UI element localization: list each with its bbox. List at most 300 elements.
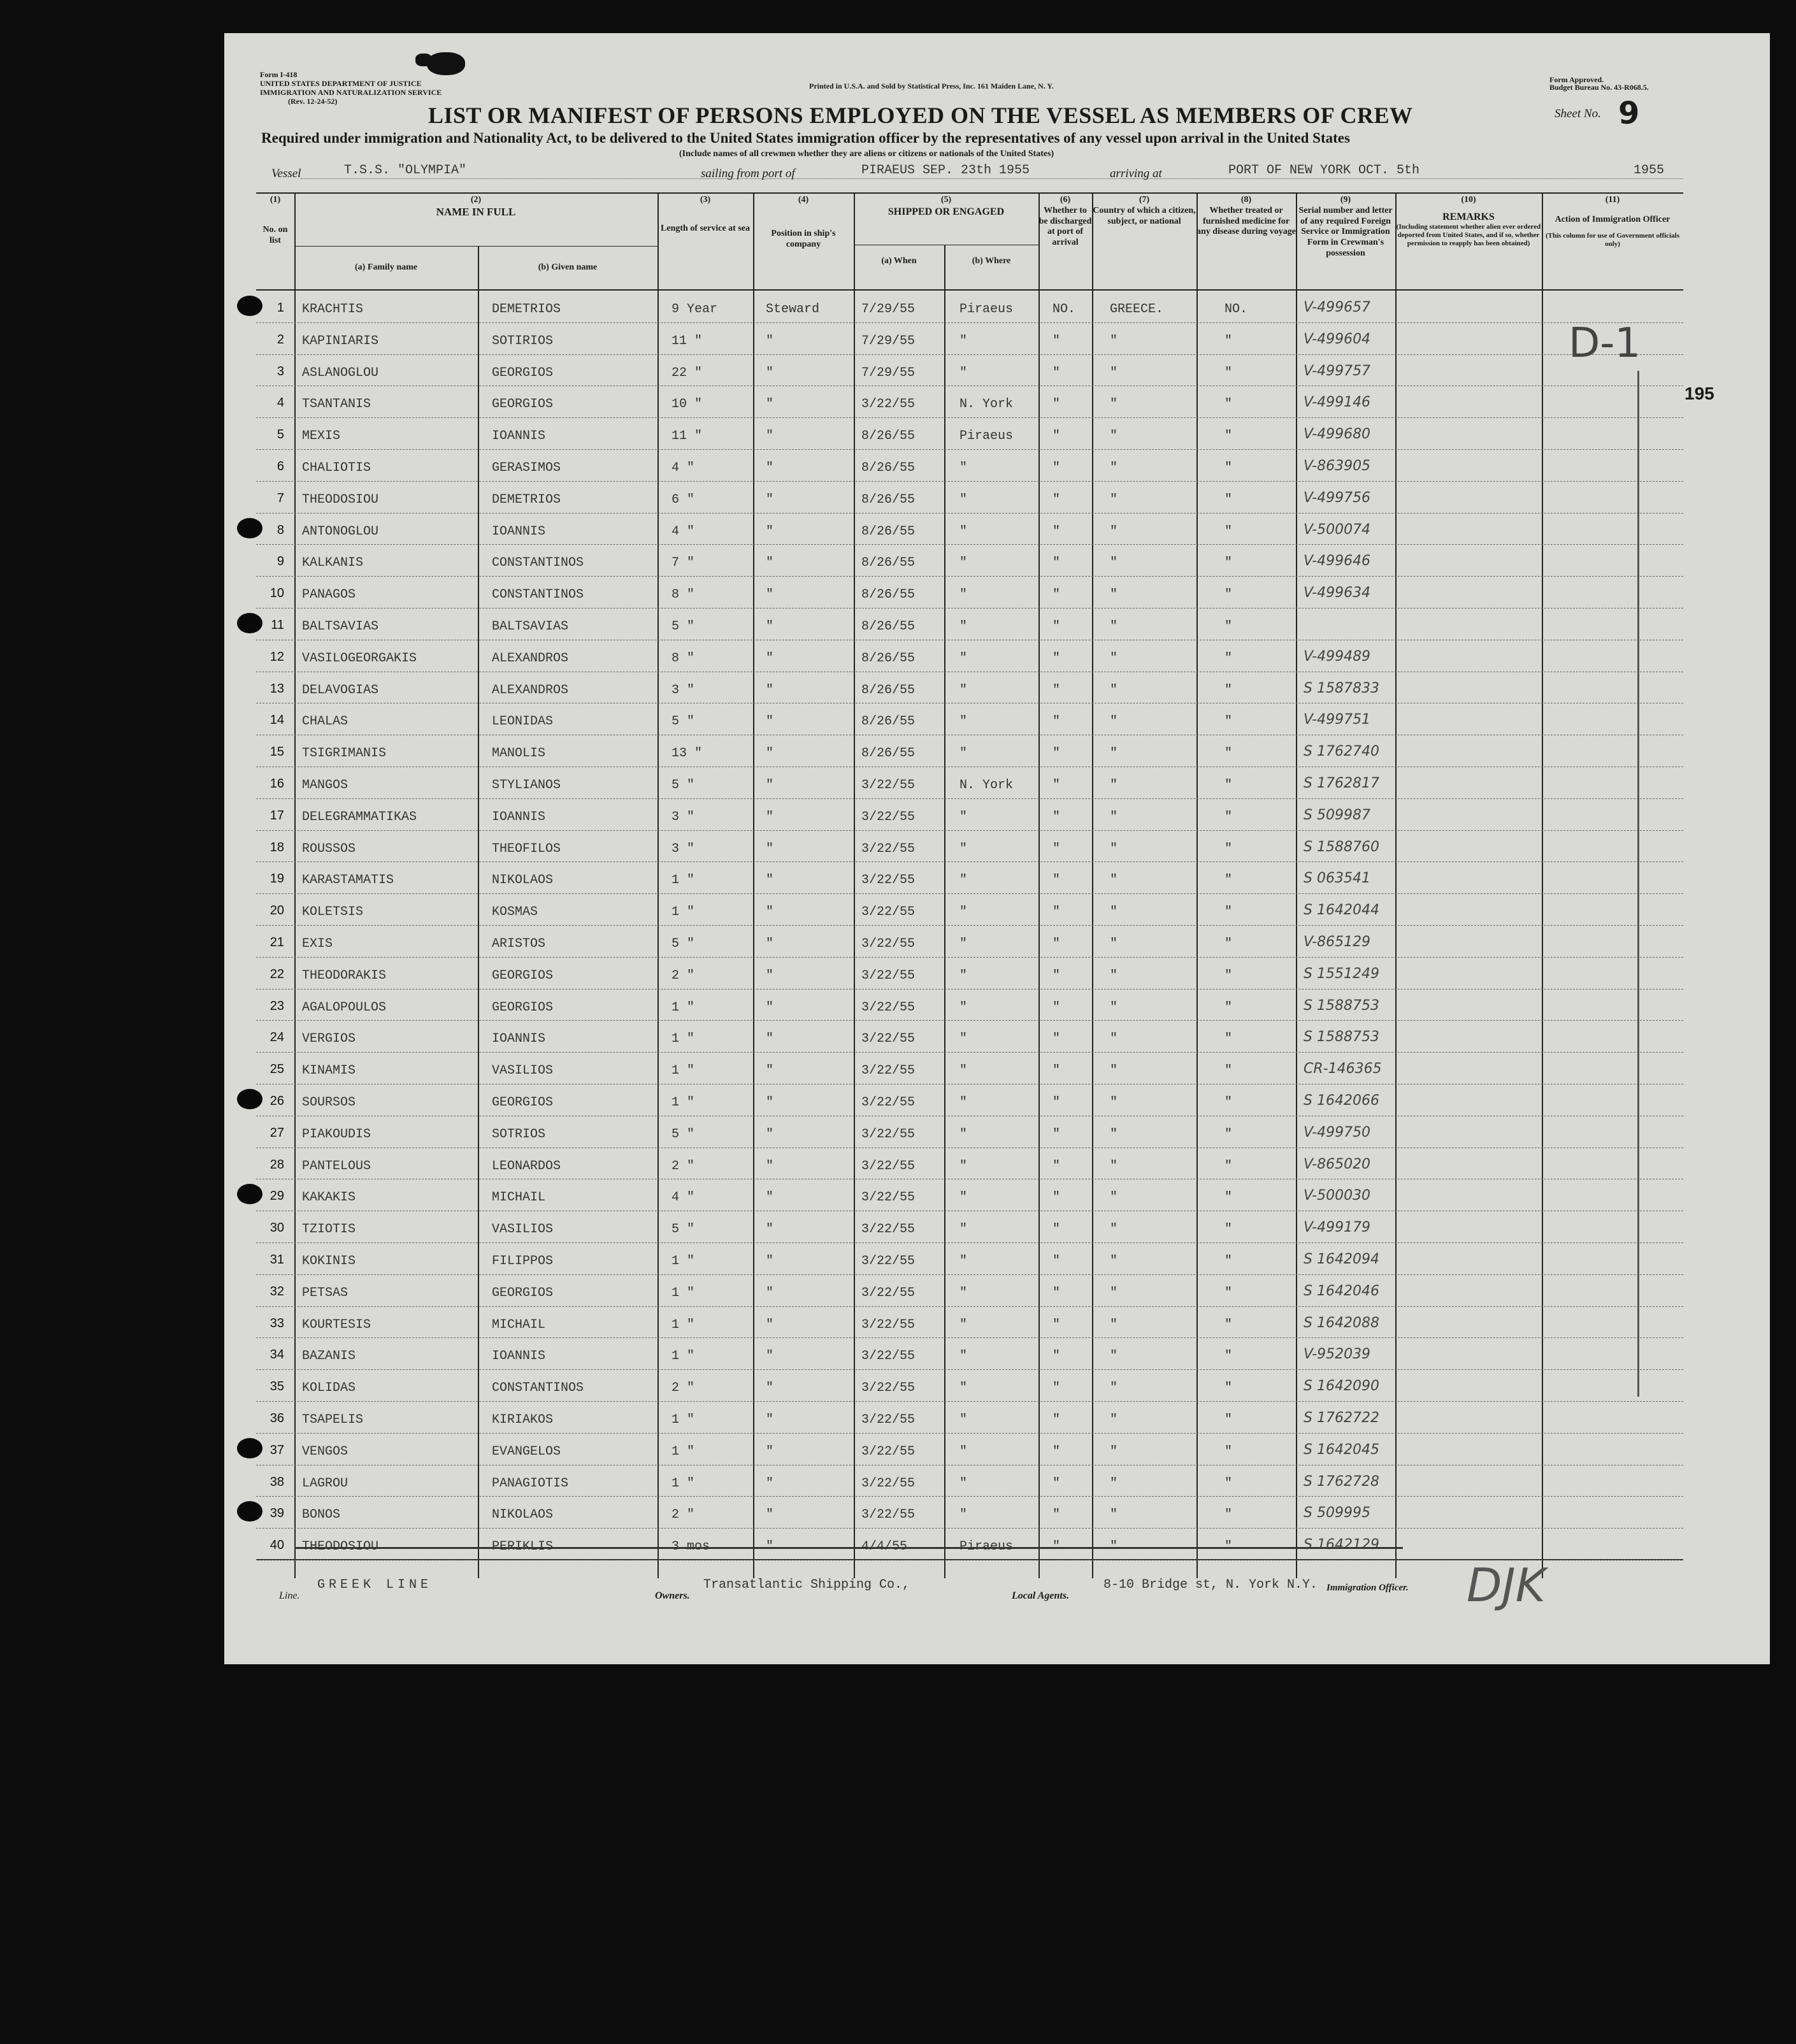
cell-where: " [959, 1413, 968, 1427]
cell-position: " [766, 492, 774, 507]
cell-discharged: " [1052, 1413, 1061, 1427]
cell-where: " [959, 1317, 968, 1332]
cell-service: 5 " [672, 1126, 695, 1142]
cell-family: KINAMIS [302, 1063, 356, 1079]
row-number: 23 [269, 998, 284, 1013]
cell-discharged: " [1052, 1063, 1061, 1079]
cell-position: " [766, 461, 774, 475]
cell-given: DEMETRIOS [492, 302, 561, 317]
cell-service: 5 " [672, 619, 695, 634]
cell-serial: S 1551249 [1304, 965, 1379, 982]
cell-where: " [959, 365, 968, 380]
cell-service: 4 " [672, 461, 695, 475]
cell-when: 7/29/55 [861, 333, 916, 349]
cell-family: BALTSAVIAS [302, 619, 379, 634]
cell-where: " [959, 905, 968, 920]
cell-when: 4/4/55 [861, 1539, 908, 1555]
cell-given: STYLIANOS [492, 778, 561, 793]
cell-given: PERIKLIS [492, 1539, 554, 1555]
cell-family: PANTELOUS [302, 1158, 371, 1174]
cell-country: " [1110, 1508, 1118, 1523]
owners-label: Owners. [655, 1590, 690, 1601]
cell-given: ALEXANDROS [492, 651, 569, 666]
cell-discharged: " [1052, 1539, 1061, 1555]
cell-country: " [1110, 746, 1118, 761]
cell-when: 3/22/55 [861, 1063, 916, 1079]
row-number: 39 [269, 1506, 284, 1521]
cell-treated: " [1225, 333, 1233, 349]
cell-country: " [1110, 492, 1118, 507]
cell-discharged: " [1052, 1508, 1061, 1523]
row-rule [256, 481, 1683, 482]
cell-treated: " [1225, 746, 1233, 761]
cell-service: 2 " [672, 968, 695, 983]
cell-position: " [766, 619, 774, 634]
row-number: 2 [277, 332, 284, 347]
cell-position: Steward [766, 302, 820, 317]
form-revision: (Rev. 12-24-52) [288, 97, 338, 106]
cell-country: " [1110, 365, 1118, 380]
cell-when: 3/22/55 [861, 841, 916, 856]
cell-when: 8/26/55 [861, 429, 916, 444]
cell-family: DELEGRAMMATIKAS [302, 809, 417, 824]
row-number: 15 [269, 745, 284, 759]
cell-family: THEODOSIOU [302, 1539, 379, 1555]
col-service-header [657, 195, 753, 234]
cell-family: BAZANIS [302, 1349, 356, 1364]
col-when-header: (a) When [881, 256, 917, 266]
row-rule [256, 830, 1683, 831]
cell-treated: " [1225, 397, 1233, 412]
cell-discharged: " [1052, 619, 1061, 634]
cell-given: VASILIOS [492, 1063, 554, 1079]
cell-given: GEORGIOS [492, 1285, 554, 1300]
cell-position: " [766, 524, 774, 539]
col-shipped-number: (5) [940, 195, 952, 205]
cell-serial: V-499146 [1304, 394, 1371, 411]
col-where-header: (b) Where [972, 256, 1011, 266]
cell-serial: V-499757 [1304, 363, 1371, 379]
col-shipped-text: SHIPPED OR ENGAGED [887, 206, 1005, 217]
cell-when: 3/22/55 [861, 873, 916, 888]
col-country-number: (7) [1139, 195, 1150, 205]
cell-when: 3/22/55 [861, 1032, 916, 1047]
cell-discharged: " [1052, 1444, 1061, 1459]
cell-family: LAGROU [302, 1476, 348, 1491]
row-number: 11 [271, 618, 284, 632]
cell-serial: S 1762740 [1304, 744, 1379, 760]
cell-when: 3/22/55 [861, 1158, 916, 1174]
cell-service: 1 " [672, 1476, 695, 1491]
col-action-header [1542, 195, 1683, 248]
cell-when: 3/22/55 [861, 1285, 916, 1300]
cell-service: 2 " [672, 1508, 695, 1523]
cell-where: " [959, 1190, 968, 1206]
cell-where: " [959, 1063, 968, 1079]
cell-discharged: " [1052, 1095, 1061, 1110]
row-number: 34 [269, 1348, 284, 1362]
cell-given: IOANNIS [492, 809, 546, 824]
cell-discharged: " [1052, 1000, 1061, 1015]
cell-family: KARASTAMATIS [302, 873, 394, 888]
ink-blot [237, 1089, 262, 1109]
cell-position: " [766, 556, 774, 571]
cell-discharged: " [1052, 524, 1061, 539]
cell-where: " [959, 841, 968, 856]
manifest-sheet [224, 33, 1770, 1664]
cell-when: 8/26/55 [861, 587, 916, 603]
cell-service: 8 " [672, 587, 695, 603]
cell-where: Piraeus [959, 302, 1014, 317]
cell-position: " [766, 1063, 774, 1079]
cell-given: DEMETRIOS [492, 492, 561, 507]
col-remarks-text: REMARKS [1442, 211, 1495, 222]
row-number: 8 [277, 522, 284, 537]
cell-given: NIKOLAOS [492, 873, 554, 888]
cell-country: " [1110, 714, 1118, 730]
col-name-header [294, 195, 657, 219]
cell-position: " [766, 1413, 774, 1427]
cell-service: 1 " [672, 1349, 695, 1364]
row-rule [256, 544, 1683, 545]
cell-discharged: " [1052, 809, 1061, 824]
cell-where: Piraeus [959, 1539, 1014, 1555]
cell-country: " [1110, 1063, 1118, 1079]
cell-service: 3 mos [672, 1539, 710, 1555]
row-rule [256, 1306, 1683, 1307]
cell-treated: " [1225, 556, 1233, 571]
row-rule [256, 1052, 1683, 1053]
cell-country: " [1110, 1444, 1118, 1459]
row-rule [256, 576, 1683, 577]
cell-discharged: " [1052, 1222, 1061, 1237]
cell-position: " [766, 651, 774, 666]
cell-where: N. York [959, 778, 1014, 793]
strike-through-line [294, 1547, 1403, 1549]
row-number: 19 [269, 872, 284, 886]
cell-treated: " [1225, 937, 1233, 951]
cell-serial: S 1642129 [1304, 1537, 1379, 1553]
cell-service: 8 " [672, 651, 695, 666]
cell-when: 8/26/55 [861, 461, 916, 475]
cell-where: " [959, 1126, 968, 1142]
cell-service: 1 " [672, 1254, 695, 1269]
cell-when: 8/26/55 [861, 651, 916, 666]
sheet-label: Sheet No. [1555, 107, 1601, 120]
cell-given: THEOFILOS [492, 841, 561, 856]
row-rule [256, 385, 1683, 386]
cell-country: GREECE. [1110, 302, 1164, 317]
cell-service: 2 " [672, 1381, 695, 1396]
cell-discharged: " [1052, 778, 1061, 793]
cell-family: TSIGRIMANIS [302, 746, 387, 761]
col-service-number: (3) [700, 195, 711, 205]
cell-treated: " [1225, 1444, 1233, 1459]
manifest-subtitle: Required under immigration and Nationality Act, to be delivered to the United States immigration officer by the representatives of any vessel upon arrival in the United States [261, 130, 1350, 146]
col-action-number: (11) [1605, 195, 1620, 205]
row-number: 30 [269, 1221, 284, 1235]
cell-when: 3/22/55 [861, 1444, 916, 1459]
row-number: 38 [269, 1474, 284, 1489]
cell-family: PANAGOS [302, 587, 356, 603]
cell-family: TZIOTIS [302, 1222, 356, 1237]
cell-where: " [959, 1000, 968, 1015]
row-rule [256, 766, 1683, 767]
cell-family: VENGOS [302, 1444, 348, 1459]
cell-position: " [766, 873, 774, 888]
cell-position: " [766, 968, 774, 983]
cell-when: 3/22/55 [861, 905, 916, 920]
cell-where: " [959, 809, 968, 824]
cell-where: " [959, 682, 968, 698]
cell-when: 8/26/55 [861, 524, 916, 539]
col-name-number: (2) [470, 195, 482, 205]
cell-given: KOSMAS [492, 905, 538, 920]
cell-family: PETSAS [302, 1285, 348, 1300]
agents-address: 8-10 Bridge st, N. York N.Y. [1103, 1578, 1318, 1592]
row-rule [256, 861, 1683, 862]
row-number: 31 [269, 1253, 284, 1267]
cell-discharged: " [1052, 461, 1061, 475]
cell-serial: V-499680 [1304, 426, 1371, 443]
col-remarks-number: (10) [1461, 195, 1476, 205]
cell-given: GEORGIOS [492, 365, 554, 380]
cell-when: 3/22/55 [861, 1317, 916, 1332]
cell-treated: " [1225, 524, 1233, 539]
cell-discharged: " [1052, 587, 1061, 603]
cell-service: 9 Year [672, 302, 718, 317]
col-discharged-text: Whether to be discharged at port of arrival [1038, 205, 1092, 248]
cell-service: 1 " [672, 1095, 695, 1110]
cell-discharged: " [1052, 1317, 1061, 1332]
budget-bureau: Budget Bureau No. 43-R068.5. [1549, 83, 1649, 92]
cell-where: " [959, 651, 968, 666]
cell-family: MANGOS [302, 778, 348, 793]
col-country-header [1092, 195, 1196, 227]
cell-given: GEORGIOS [492, 968, 554, 983]
cell-treated: " [1225, 1254, 1233, 1269]
cell-serial: V-500074 [1304, 521, 1371, 538]
cell-family: TSANTANIS [302, 397, 371, 412]
cell-service: 5 " [672, 937, 695, 951]
cell-country: " [1110, 905, 1118, 920]
cell-given: VASILIOS [492, 1222, 554, 1237]
cell-discharged: " [1052, 682, 1061, 698]
cell-when: 3/22/55 [861, 1190, 916, 1206]
cell-serial: V-863905 [1304, 458, 1371, 474]
cell-where: " [959, 746, 968, 761]
cell-position: " [766, 1000, 774, 1015]
cell-family: TSAPELIS [302, 1413, 364, 1427]
col-serial-number: (9) [1340, 195, 1351, 205]
manifest-title: LIST OR MANIFEST OF PERSONS EMPLOYED ON THE VESSEL AS MEMBERS OF CREW [428, 103, 1413, 128]
service-name: IMMIGRATION AND NATURALIZATION SERVICE [260, 88, 442, 97]
cell-service: 11 " [672, 333, 703, 349]
cell-when: 3/22/55 [861, 1095, 916, 1110]
cell-discharged: " [1052, 429, 1061, 444]
row-rule [256, 957, 1683, 958]
cell-serial: S 509987 [1304, 807, 1370, 823]
cell-when: 8/26/55 [861, 746, 916, 761]
agency-name: UNITED STATES DEPARTMENT OF JUSTICE [260, 79, 422, 88]
cell-position: " [766, 587, 774, 603]
cell-treated: " [1225, 1285, 1233, 1300]
cell-country: " [1110, 809, 1118, 824]
arrival-year: 1955 [1634, 163, 1665, 178]
ink-blot [237, 613, 262, 633]
cell-position: " [766, 778, 774, 793]
cell-service: 1 " [672, 1000, 695, 1015]
arriving-label: arriving at [1110, 167, 1162, 180]
cell-treated: " [1225, 1032, 1233, 1047]
col-discharged-header [1038, 195, 1092, 248]
row-number: 3 [277, 364, 284, 378]
cell-serial: S 1762817 [1304, 775, 1379, 791]
cell-country: " [1110, 429, 1118, 444]
cell-when: 3/22/55 [861, 1476, 916, 1491]
cell-treated: " [1225, 461, 1233, 475]
row-number: 13 [269, 681, 284, 696]
cell-where: " [959, 937, 968, 951]
row-rule [256, 1274, 1683, 1275]
cell-family: ROUSSOS [302, 841, 356, 856]
cell-discharged: " [1052, 714, 1061, 730]
cell-service: 1 " [672, 873, 695, 888]
cell-service: 7 " [672, 556, 695, 571]
cell-country: " [1110, 1158, 1118, 1174]
cell-given: CONSTANTINOS [492, 556, 584, 571]
cell-discharged: NO. [1052, 302, 1076, 317]
cell-country: " [1110, 968, 1118, 983]
cell-treated: " [1225, 1476, 1233, 1491]
cell-where: " [959, 1222, 968, 1237]
cell-treated: " [1225, 1158, 1233, 1174]
cell-family: KOKINIS [302, 1254, 356, 1269]
cell-discharged: " [1052, 968, 1061, 983]
row-number: 28 [269, 1157, 284, 1172]
cell-country: " [1110, 1349, 1118, 1364]
cell-serial: S 1642045 [1304, 1441, 1379, 1458]
cell-serial: V-499179 [1304, 1220, 1371, 1236]
cell-when: 8/26/55 [861, 682, 916, 698]
side-number: 195 [1685, 384, 1714, 403]
col-no-header [256, 195, 294, 246]
sailing-label: sailing from port of [701, 167, 795, 180]
cell-when: 7/29/55 [861, 365, 916, 380]
cell-position: " [766, 937, 774, 951]
cell-where: " [959, 1285, 968, 1300]
row-number: 20 [269, 903, 284, 918]
cell-when: 3/22/55 [861, 968, 916, 983]
cell-treated: " [1225, 1539, 1233, 1555]
form-number: Form I-418 [260, 70, 298, 79]
cell-position: " [766, 1349, 774, 1364]
sailing-port: PIRAEUS SEP. 23th 1955 [861, 163, 1030, 178]
cell-treated: " [1225, 1126, 1233, 1142]
cell-where: " [959, 333, 968, 349]
cell-country: " [1110, 1126, 1118, 1142]
cell-when: 3/22/55 [861, 1222, 916, 1237]
row-rule [256, 1433, 1683, 1434]
cell-serial: S 509995 [1304, 1505, 1370, 1522]
form-approved: Form Approved. [1549, 75, 1604, 84]
row-rule [256, 1337, 1683, 1338]
cell-serial: S 1762722 [1304, 1410, 1379, 1426]
cell-when: 3/22/55 [861, 937, 916, 951]
cell-given: CONSTANTINOS [492, 1381, 584, 1396]
cell-family: ASLANOGLOU [302, 365, 379, 380]
cell-treated: " [1225, 778, 1233, 793]
cell-discharged: " [1052, 937, 1061, 951]
col-family-header: (a) Family name [355, 263, 417, 272]
cell-discharged: " [1052, 1032, 1061, 1047]
cell-family: VASILOGEORGAKIS [302, 651, 417, 666]
cell-discharged: " [1052, 1349, 1061, 1364]
crew-table [256, 192, 1690, 1575]
vessel-line-rule [301, 178, 1683, 179]
cell-given: EVANGELOS [492, 1444, 561, 1459]
cell-where: " [959, 714, 968, 730]
cell-serial: S 1588753 [1304, 1029, 1379, 1046]
ink-blot [237, 296, 262, 316]
cell-given: FILIPPOS [492, 1254, 554, 1269]
cell-where: " [959, 524, 968, 539]
cell-country: " [1110, 1381, 1118, 1396]
cell-country: " [1110, 1190, 1118, 1206]
ink-blot [237, 1438, 262, 1458]
cell-family: KALKANIS [302, 556, 364, 571]
cell-treated: " [1225, 1349, 1233, 1364]
arriving-port: PORT OF NEW YORK OCT. 5th [1228, 163, 1420, 178]
cell-treated: " [1225, 492, 1233, 507]
cell-when: 3/22/55 [861, 397, 916, 412]
row-number: 29 [269, 1189, 284, 1204]
cell-discharged: " [1052, 841, 1061, 856]
cell-where: " [959, 492, 968, 507]
col-serial-text: Serial number and letter of any required Foreign Service or Immigration Form in Crewman's possession [1298, 205, 1393, 258]
row-rule [256, 1242, 1683, 1243]
cell-position: " [766, 682, 774, 698]
cell-given: ARISTOS [492, 937, 546, 951]
cell-country: " [1110, 1095, 1118, 1110]
row-number: 32 [269, 1284, 284, 1299]
cell-position: " [766, 1254, 774, 1269]
row-rule [256, 1401, 1683, 1402]
cell-treated: " [1225, 1000, 1233, 1015]
row-number: 10 [269, 586, 284, 601]
cell-position: " [766, 1285, 774, 1300]
col-position-text: Position in ship's company [771, 228, 836, 249]
col-action-note: (This column for use of Government officials only) [1545, 231, 1679, 248]
cell-serial: V-499604 [1304, 331, 1371, 347]
cell-position: " [766, 333, 774, 349]
cell-country: " [1110, 587, 1118, 603]
cell-country: " [1110, 1000, 1118, 1015]
cell-serial: V-952039 [1304, 1346, 1371, 1363]
cell-treated: " [1225, 714, 1233, 730]
row-rule [256, 354, 1683, 355]
cell-given: GEORGIOS [492, 1095, 554, 1110]
cell-where: " [959, 587, 968, 603]
cell-family: DELAVOGIAS [302, 682, 379, 698]
cell-serial: V-865020 [1304, 1156, 1371, 1172]
cell-treated: " [1225, 873, 1233, 888]
cell-treated: " [1225, 365, 1233, 380]
cell-treated: " [1225, 1508, 1233, 1523]
cell-given: NIKOLAOS [492, 1508, 554, 1523]
cell-position: " [766, 1539, 774, 1555]
cell-country: " [1110, 1032, 1118, 1047]
